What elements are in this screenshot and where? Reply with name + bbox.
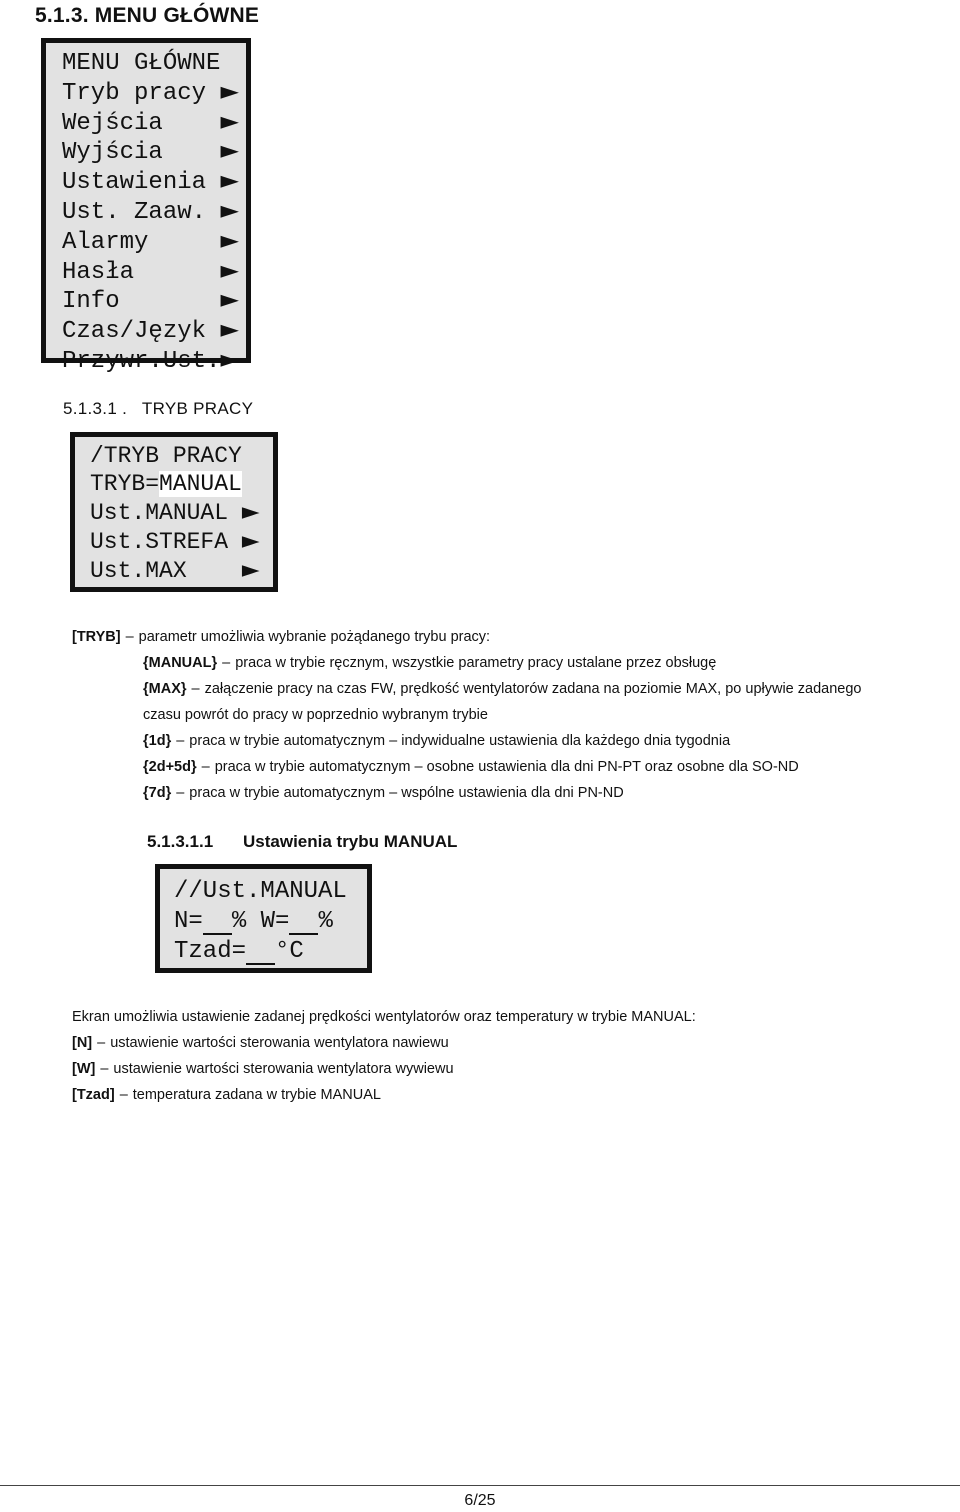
menu-item-ust-zaaw[interactable] — [62, 197, 246, 227]
menu-item-alarmy[interactable] — [62, 227, 246, 257]
dash: – — [125, 629, 134, 645]
option-text: praca w trybie ręcznym, wszystkie parametry pracy ustalane przez obsługę — [235, 655, 717, 671]
arrow-right-icon: ► — [220, 315, 239, 344]
arrow-right-icon: ► — [220, 344, 239, 373]
menu-item-label: Czas/Język — [62, 318, 221, 346]
arrow-right-icon: ► — [220, 225, 239, 254]
option-manual — [143, 650, 716, 676]
param-text: ustawienie wartości sterowania wentylatora wywiewu — [113, 1061, 454, 1077]
tzad-row — [174, 937, 367, 967]
arrow-right-icon: ► — [220, 106, 239, 135]
dash: – — [191, 681, 200, 697]
option-key: {1d} — [143, 733, 172, 749]
menu-item-tryb-pracy[interactable] — [62, 78, 246, 108]
menu-item-label: Wejścia — [62, 109, 221, 137]
arrow-right-icon: ► — [220, 285, 239, 314]
option-text: praca w trybie automatycznym – wspólne ustawienia dla dni PN-ND — [189, 785, 624, 801]
option-1d — [143, 728, 730, 754]
param-key: [W] — [72, 1061, 96, 1077]
nw-row — [174, 907, 367, 937]
param-key: [Tzad] — [72, 1087, 115, 1103]
mode-value-field[interactable]: MANUAL — [159, 471, 242, 497]
option-key: {7d} — [143, 785, 172, 801]
manual-item-n — [72, 1030, 449, 1056]
percent-sign: % — [231, 908, 247, 935]
menu-item-label: Przywr.Ust. — [62, 347, 221, 375]
n-value-field[interactable] — [203, 911, 232, 935]
menu-item-label: Alarmy — [62, 228, 221, 256]
mode-row[interactable] — [90, 470, 273, 498]
lcd-title: MENU GŁÓWNE — [62, 50, 221, 77]
menu-item-wejscia[interactable] — [62, 108, 246, 138]
dash: – — [100, 1061, 109, 1077]
main-menu-lcd — [41, 38, 251, 375]
menu-item-label: Info — [62, 288, 221, 316]
param-key: [N] — [72, 1035, 93, 1051]
arrow-right-icon: ► — [220, 255, 239, 284]
menu-item-czas-jezyk[interactable] — [62, 316, 246, 346]
lcd-title-row — [62, 50, 246, 78]
arrow-right-icon: ► — [241, 499, 260, 525]
manual-intro: Ekran umożliwia ustawienie zadanej prędkości wentylatorów oraz temperatury w trybie MANUAL: — [72, 1009, 696, 1025]
option-7d — [143, 780, 624, 806]
menu-item-label: Ust.STREFA — [90, 529, 242, 555]
tzad-label: Tzad= — [174, 938, 247, 965]
w-value-field[interactable] — [289, 911, 318, 935]
menu-item-wyjscia[interactable] — [62, 137, 246, 167]
param-text: ustawienie wartości sterowania wentylatora nawiewu — [110, 1035, 449, 1051]
menu-item-label: Ust.MANUAL — [90, 500, 242, 526]
n-label: N= — [174, 908, 203, 935]
menu-item-label: Ust. Zaaw. — [62, 198, 221, 226]
option-text: praca w trybie automatycznym – osobne ustawienia dla dni PN-PT oraz osobne dla SO-ND — [214, 759, 799, 775]
option-text: praca w trybie automatycznym – indywidualne ustawienia dla każdego dnia tygodnia — [189, 733, 731, 749]
dash: – — [201, 759, 210, 775]
dash: – — [176, 733, 185, 749]
menu-item-label: Tryb pracy — [62, 79, 221, 107]
option-key: {MAX} — [143, 681, 187, 697]
page-number: 6/25 — [464, 1492, 496, 1509]
option-max — [143, 676, 861, 702]
heading-number: 5.1.3.1.1 — [147, 832, 214, 851]
option-max-continuation: czasu powrót do pracy w poprzednio wybranym trybie — [143, 707, 488, 723]
manual-item-tzad — [72, 1082, 381, 1108]
dash: – — [119, 1087, 128, 1103]
menu-item-info[interactable] — [62, 286, 246, 316]
lcd-title: //Ust.MANUAL — [174, 878, 347, 905]
dash: – — [222, 655, 231, 671]
arrow-right-icon: ► — [220, 166, 239, 195]
lcd-title: /TRYB PRACY — [90, 443, 242, 469]
temperature-unit: °C — [275, 938, 304, 965]
option-2d5d — [143, 754, 799, 780]
option-key: {2d+5d} — [143, 759, 197, 775]
mode-label: TRYB= — [90, 471, 160, 497]
menu-item-label: Ustawienia — [62, 169, 221, 197]
menu-item-ustawienia[interactable] — [62, 167, 246, 197]
dash: – — [97, 1035, 106, 1051]
footer-divider — [0, 1485, 960, 1486]
menu-item-przywr-ust[interactable] — [62, 346, 246, 376]
percent-sign: % — [318, 908, 333, 935]
arrow-right-icon: ► — [220, 136, 239, 165]
heading-title: Ustawienia trybu MANUAL — [243, 832, 458, 851]
tryb-intro — [72, 624, 490, 650]
subsection-heading: 5.1.3.1 . TRYB PRACY — [63, 399, 254, 418]
param-text: parametr umożliwia wybranie pożądanego trybu pracy: — [138, 629, 491, 645]
manual-heading — [147, 832, 457, 852]
arrow-right-icon: ► — [220, 76, 239, 105]
manual-item-w — [72, 1056, 454, 1082]
menu-item-label: Wyjścia — [62, 139, 221, 167]
option-key: {MANUAL} — [143, 655, 218, 671]
menu-item-ust-manual[interactable] — [90, 498, 273, 527]
menu-item-ust-max[interactable] — [90, 556, 273, 585]
param-text: temperatura zadana w trybie MANUAL — [132, 1087, 381, 1103]
menu-item-label: Ust.MAX — [90, 558, 242, 584]
tryb-pracy-lcd — [70, 432, 278, 592]
arrow-right-icon: ► — [241, 528, 260, 554]
option-text: załączenie pracy na czas FW, prędkość wentylatorów zadana na poziomie MAX, po upływie zadanego — [204, 681, 862, 697]
arrow-right-icon: ► — [241, 557, 260, 583]
menu-item-label: Hasła — [62, 258, 221, 286]
menu-item-hasla[interactable] — [62, 257, 246, 287]
tzad-value-field[interactable] — [246, 941, 275, 965]
w-label: W= — [246, 908, 290, 935]
manual-lcd — [155, 864, 372, 973]
dash: – — [176, 785, 185, 801]
param-key: [TRYB] — [72, 629, 121, 645]
section-heading: 5.1.3. MENU GŁÓWNE — [35, 4, 260, 27]
menu-item-ust-strefa[interactable] — [90, 527, 273, 556]
arrow-right-icon: ► — [220, 195, 239, 224]
